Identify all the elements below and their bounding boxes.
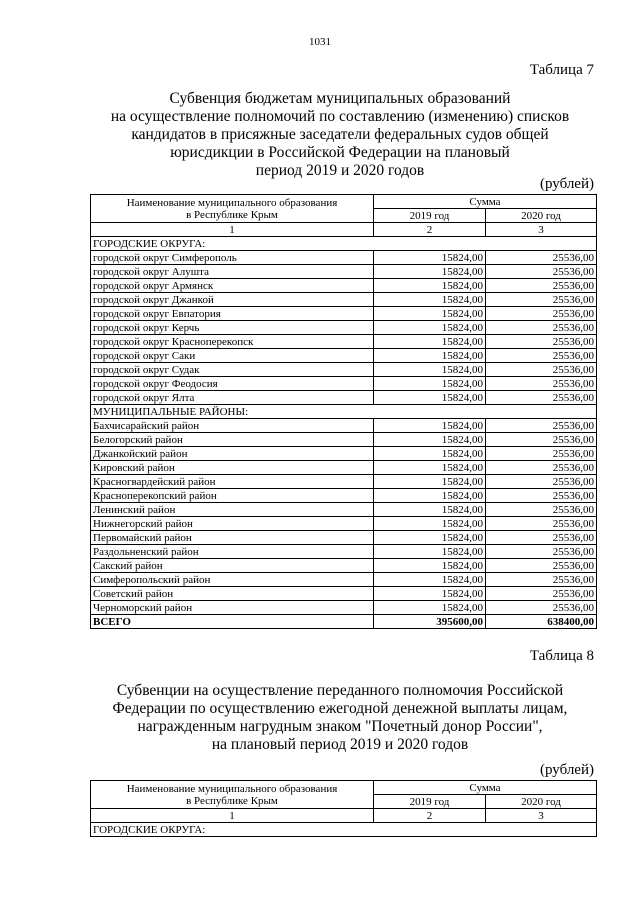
- header-name-line2: в Республике Крым: [186, 794, 278, 807]
- row-name: городской округ Саки: [91, 349, 374, 363]
- table-row: [91, 601, 597, 615]
- row-name: Кировский район: [91, 461, 374, 475]
- header-index: 3: [486, 223, 597, 237]
- section-row: [91, 405, 597, 419]
- table8-label: Таблица 8: [529, 648, 594, 664]
- table-row: [91, 391, 597, 405]
- row-name: Сакский район: [91, 559, 374, 573]
- row-name: городской округ Керчь: [91, 321, 374, 335]
- header-index: 1: [91, 223, 374, 237]
- row-value-2019: 15824,00: [374, 251, 486, 265]
- row-value-2019: 15824,00: [374, 559, 486, 573]
- row-value-2019: 15824,00: [374, 265, 486, 279]
- row-value-2019: 15824,00: [374, 377, 486, 391]
- table-row: [91, 321, 597, 335]
- row-value-2020: 638400,00: [486, 615, 597, 629]
- row-value-2019: 15824,00: [374, 363, 486, 377]
- table-row: [91, 251, 597, 265]
- row-name: городской округ Красноперекопск: [91, 335, 374, 349]
- row-name: Первомайский район: [91, 531, 374, 545]
- header-index: 2: [374, 809, 486, 823]
- row-value-2020: 25536,00: [486, 363, 597, 377]
- row-value-2020: 25536,00: [486, 461, 597, 475]
- row-name: Бахчисарайский район: [91, 419, 374, 433]
- row-value-2019: 15824,00: [374, 601, 486, 615]
- row-value-2020: 25536,00: [486, 307, 597, 321]
- row-name: городской округ Джанкой: [91, 293, 374, 307]
- row-value-2020: 25536,00: [486, 517, 597, 531]
- row-value-2019: 15824,00: [374, 419, 486, 433]
- row-name: Ленинский район: [91, 503, 374, 517]
- table8-title-line: Субвенции на осуществление переданного полномочия Российской: [116, 682, 564, 699]
- row-value-2019: 395600,00: [374, 615, 486, 629]
- row-value-2020: 25536,00: [486, 293, 597, 307]
- row-name: городской округ Феодосия: [91, 377, 374, 391]
- row-name: городской округ Армянск: [91, 279, 374, 293]
- row-name: Раздольненский район: [91, 545, 374, 559]
- table-row: [91, 293, 597, 307]
- row-name: городской округ Симферополь: [91, 251, 374, 265]
- row-value-2019: 15824,00: [374, 349, 486, 363]
- row-value-2019: 15824,00: [374, 433, 486, 447]
- section-heading: ГОРОДСКИЕ ОКРУГА:: [91, 823, 597, 837]
- section-heading: МУНИЦИПАЛЬНЫЕ РАЙОНЫ:: [91, 405, 597, 419]
- row-value-2020: 25536,00: [486, 503, 597, 517]
- row-value-2019: 15824,00: [374, 321, 486, 335]
- header-year-2020: 2020 год: [486, 209, 597, 223]
- row-value-2020: 25536,00: [486, 573, 597, 587]
- row-value-2020: 25536,00: [486, 419, 597, 433]
- table-row: [91, 307, 597, 321]
- row-value-2020: 25536,00: [486, 391, 597, 405]
- table-row: [91, 587, 597, 601]
- row-value-2020: 25536,00: [486, 377, 597, 391]
- row-value-2019: 15824,00: [374, 307, 486, 321]
- row-value-2020: 25536,00: [486, 587, 597, 601]
- table-row: [91, 489, 597, 503]
- table-row: [91, 377, 597, 391]
- header-year-2020: 2020 год: [486, 795, 597, 809]
- row-name: Черноморский район: [91, 601, 374, 615]
- header-index: 2: [374, 223, 486, 237]
- row-name: Советский район: [91, 587, 374, 601]
- row-value-2019: 15824,00: [374, 335, 486, 349]
- table8-title-line: Федерации по осуществлению ежегодной денежной выплаты лицам,: [112, 700, 568, 717]
- table-row: [91, 531, 597, 545]
- table-row: [91, 349, 597, 363]
- row-value-2019: 15824,00: [374, 279, 486, 293]
- header-index: 1: [91, 809, 374, 823]
- header-sum: Сумма: [374, 195, 597, 209]
- page-number: 1031: [309, 36, 331, 48]
- row-value-2020: 25536,00: [486, 335, 597, 349]
- row-value-2019: 15824,00: [374, 517, 486, 531]
- row-value-2020: 25536,00: [486, 475, 597, 489]
- row-value-2020: 25536,00: [486, 321, 597, 335]
- table-row: [91, 545, 597, 559]
- header-index: 3: [486, 809, 597, 823]
- row-value-2020: 25536,00: [486, 265, 597, 279]
- header-name: [91, 195, 374, 223]
- row-value-2020: 25536,00: [486, 601, 597, 615]
- row-value-2019: 15824,00: [374, 293, 486, 307]
- row-name: городской округ Евпатория: [91, 307, 374, 321]
- row-value-2019: 15824,00: [374, 461, 486, 475]
- table-row: [91, 279, 597, 293]
- row-name: городской округ Ялта: [91, 391, 374, 405]
- table-row: [91, 573, 597, 587]
- table7-title-line: Субвенция бюджетам муниципальных образований: [169, 90, 511, 107]
- row-value-2020: 25536,00: [486, 559, 597, 573]
- row-value-2020: 25536,00: [486, 545, 597, 559]
- table-row: [91, 503, 597, 517]
- row-name: Красногвардейский район: [91, 475, 374, 489]
- row-name: Нижнегорский район: [91, 517, 374, 531]
- table-row: [91, 265, 597, 279]
- row-value-2019: 15824,00: [374, 573, 486, 587]
- table7-unit: (рублей): [539, 176, 594, 192]
- table7-label: Таблица 7: [529, 62, 594, 78]
- header-year-2019: 2019 год: [374, 209, 486, 223]
- table-row: [91, 615, 597, 629]
- row-name: ВСЕГО: [91, 615, 374, 629]
- row-name: Белогорский район: [91, 433, 374, 447]
- row-value-2019: 15824,00: [374, 475, 486, 489]
- row-value-2020: 25536,00: [486, 531, 597, 545]
- table7-title: [70, 90, 610, 180]
- table-row: [91, 335, 597, 349]
- table7-title-line: период 2019 и 2020 годов: [255, 162, 425, 179]
- table-row: [91, 433, 597, 447]
- row-value-2020: 25536,00: [486, 433, 597, 447]
- row-value-2020: 25536,00: [486, 489, 597, 503]
- table7: [90, 194, 597, 629]
- row-value-2020: 25536,00: [486, 251, 597, 265]
- row-name: Джанкойский район: [91, 447, 374, 461]
- row-value-2019: 15824,00: [374, 489, 486, 503]
- table8-title-line: на плановый период 2019 и 2020 годов: [211, 736, 469, 753]
- header-name-line1: Наименование муниципального образования: [126, 782, 338, 795]
- row-value-2019: 15824,00: [374, 545, 486, 559]
- header-name: [91, 781, 374, 809]
- table8-unit: (рублей): [539, 762, 594, 778]
- header-name-line2: в Республике Крым: [186, 208, 278, 221]
- table8-title: [70, 682, 610, 754]
- table-row: [91, 517, 597, 531]
- table7-title-line: на осуществление полномочий по составлению (изменению) списков: [110, 108, 570, 125]
- row-value-2019: 15824,00: [374, 503, 486, 517]
- section-heading: ГОРОДСКИЕ ОКРУГА:: [91, 237, 597, 251]
- table-row: [91, 363, 597, 377]
- row-name: Красноперекопский район: [91, 489, 374, 503]
- table-row: [91, 559, 597, 573]
- table7-title-line: кандидатов в присяжные заседатели федеральных судов общей: [131, 126, 549, 143]
- row-value-2020: 25536,00: [486, 279, 597, 293]
- row-value-2019: 15824,00: [374, 447, 486, 461]
- header-name-line1: Наименование муниципального образования: [126, 196, 338, 209]
- row-value-2019: 15824,00: [374, 391, 486, 405]
- row-name: Симферопольский район: [91, 573, 374, 587]
- table-row: [91, 419, 597, 433]
- header-year-2019: 2019 год: [374, 795, 486, 809]
- row-value-2020: 25536,00: [486, 447, 597, 461]
- table-row: [91, 447, 597, 461]
- row-value-2020: 25536,00: [486, 349, 597, 363]
- table8-title-line: награжденным нагрудным знаком "Почетный донор России",: [137, 718, 543, 735]
- table7-title-line: юрисдикции в Российской Федерации на плановый: [170, 144, 510, 161]
- table-row: [91, 461, 597, 475]
- table8: [90, 780, 597, 837]
- row-name: городской округ Алушта: [91, 265, 374, 279]
- row-value-2019: 15824,00: [374, 587, 486, 601]
- row-name: городской округ Судак: [91, 363, 374, 377]
- header-sum: Сумма: [374, 781, 597, 795]
- row-value-2019: 15824,00: [374, 531, 486, 545]
- table-row: [91, 475, 597, 489]
